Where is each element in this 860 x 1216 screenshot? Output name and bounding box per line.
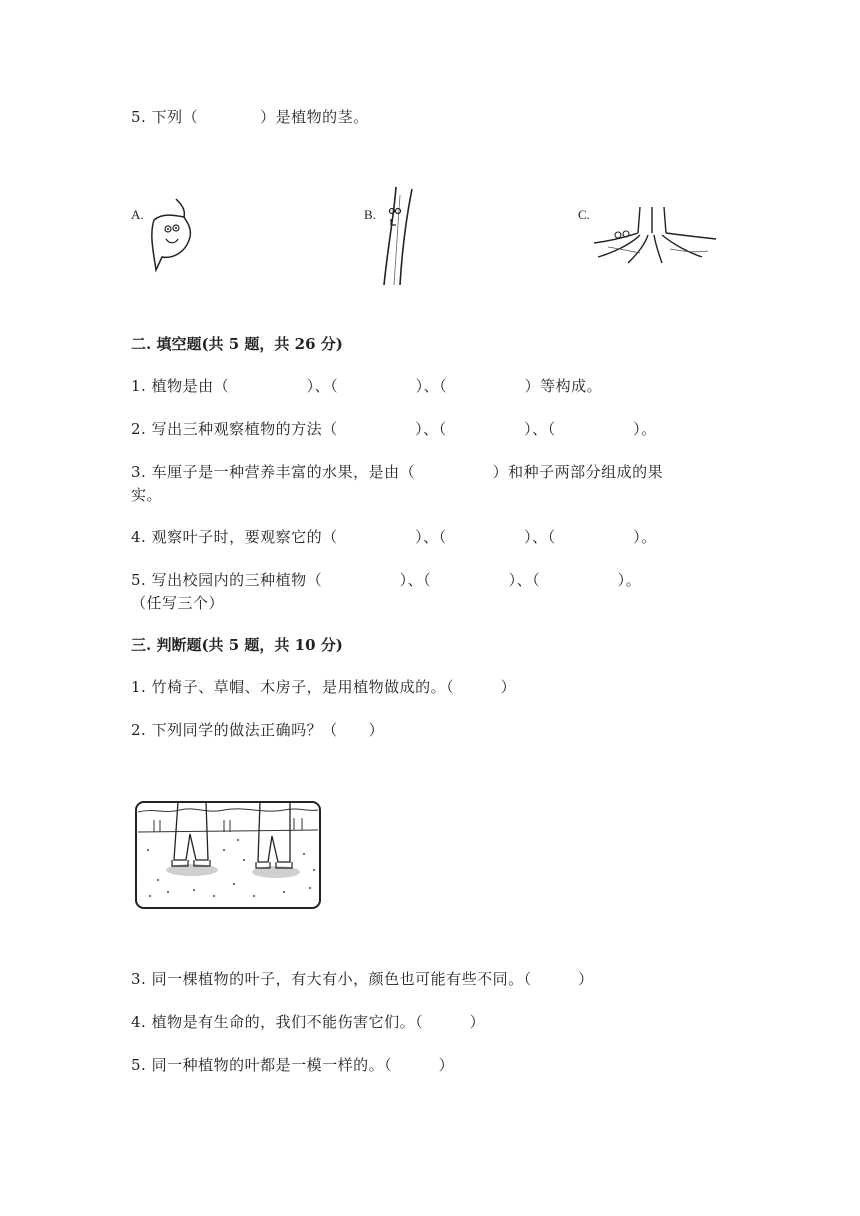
section-3-item-1: 1. 竹椅子、草帽、木房子，是用植物做成的。（ ）	[131, 678, 517, 696]
section-2-item-2: 2. 写出三种观察植物的方法（ ）、（ ）、（ ）。	[131, 420, 657, 438]
section-2-title: 二. 填空题(共 5 题，共 26 分)	[131, 335, 343, 353]
section-2-item-4: 4. 观察叶子时，要观察它的（ ）、（ ）、（ ）。	[131, 528, 657, 546]
section-2-item-5: 5. 写出校园内的三种植物（ ）、（ ）、（ ）。	[131, 571, 642, 589]
section-3-item-2: 2. 下列同学的做法正确吗？（ ）	[131, 721, 385, 739]
section-2-item-3: 3. 车厘子是一种营养丰富的水果，是由（ ）和种子两部分组成的果	[131, 463, 664, 481]
section-2-item-3-continued: 实。	[131, 486, 163, 504]
section-3-item-5: 5. 同一种植物的叶都是一模一样的。（ ）	[131, 1056, 455, 1074]
section-2-item-1: 1. 植物是由（ ）、（ ）、（ ）等构成。	[131, 377, 603, 395]
leaf-face-icon	[144, 195, 196, 273]
section-2-item-5-note: （任写三个）	[131, 594, 225, 612]
section-3-item-3: 3. 同一棵植物的叶子，有大有小，颜色也可能有些不同。（ ）	[131, 970, 594, 988]
section-3-title: 三. 判断题(共 5 题，共 10 分)	[131, 636, 343, 654]
question-5-stem: 5. 下列（ ）是植物的茎。	[131, 108, 369, 126]
section-3-item-4: 4. 植物是有生命的，我们不能伤害它们。（ ）	[131, 1013, 486, 1031]
roots-face-icon	[590, 205, 720, 265]
option-a-label: A.	[131, 207, 144, 222]
option-c-label: C.	[578, 207, 590, 222]
stem-face-icon	[378, 185, 416, 287]
option-b-label: B.	[364, 207, 376, 222]
students-on-grass-illustration	[134, 800, 322, 910]
